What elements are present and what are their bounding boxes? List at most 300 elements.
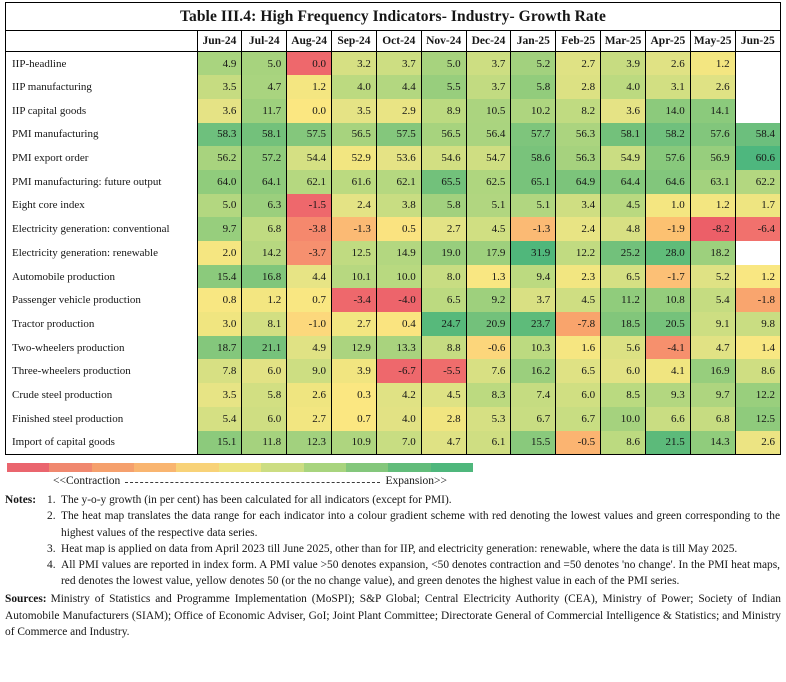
data-cell [601, 194, 646, 218]
cell-value: 2.6 [671, 57, 685, 70]
cell-value: 64.0 [217, 175, 237, 188]
column-header: Aug-24 [287, 31, 332, 52]
data-cell [645, 194, 690, 218]
cell-value: -6.7 [398, 365, 416, 378]
cell-value: 5.1 [491, 199, 506, 212]
cell-value: 63.1 [710, 175, 730, 188]
cell-value: 19.0 [441, 246, 461, 259]
cell-value: 4.7 [446, 436, 461, 449]
data-cell [332, 312, 377, 336]
data-cell [376, 99, 421, 123]
data-cell [421, 123, 466, 147]
cell-value: 8.3 [491, 388, 506, 401]
row-label: Automobile production [12, 270, 115, 283]
data-cell [421, 75, 466, 99]
table-row [6, 52, 780, 76]
cell-value: 2.7 [357, 317, 371, 330]
cell-value: 62.1 [306, 175, 327, 188]
table-row [6, 383, 780, 407]
note-number: 2. [47, 510, 56, 523]
data-cell [466, 431, 511, 455]
cell-value: 1.2 [715, 199, 730, 212]
cell-value: 12.5 [351, 246, 371, 259]
data-cell [332, 75, 377, 99]
cell-value: 21.5 [665, 436, 685, 449]
cell-value: 17.9 [486, 246, 506, 259]
cell-value: 0.3 [357, 388, 371, 401]
cell-value: 61.6 [351, 175, 371, 188]
data-cell [466, 75, 511, 99]
cell-value: 2.9 [401, 104, 416, 117]
cell-value: 3.9 [626, 57, 640, 70]
data-cell [376, 359, 421, 383]
cell-value: 4.5 [626, 199, 640, 212]
cell-value: 14.2 [261, 246, 282, 259]
table-row [6, 146, 780, 170]
data-cell [645, 383, 690, 407]
data-cell [690, 431, 735, 455]
cell-value: 6.8 [715, 412, 730, 425]
data-cell [421, 146, 466, 170]
data-cell [735, 359, 780, 383]
cell-value: 31.9 [531, 246, 551, 259]
data-cell [645, 312, 690, 336]
data-cell [287, 359, 332, 383]
cell-value: 2.6 [761, 436, 775, 449]
cell-value: 15.1 [217, 436, 237, 449]
table-row [6, 407, 780, 431]
row-label: Three-wheelers production [12, 365, 131, 378]
legend-gradient-segment [431, 463, 473, 472]
data-cell [645, 75, 690, 99]
table-row [6, 123, 780, 147]
cell-value: 3.1 [671, 81, 685, 94]
note-text: All PMI values are reported in index form. A PMI value >50 denotes expansion, <50 denotes contraction and =50 denotes 'no change'. In the PMI heat maps, red denotes the lowest value, yellow denotes 50 (or the no change value), and green denotes the highest value in each of the PMI series. [61, 559, 780, 588]
cell-value: 56.9 [710, 152, 730, 165]
data-cell [690, 52, 735, 76]
cell-value: 12.5 [755, 412, 775, 425]
data-cell [735, 52, 780, 76]
data-cell [242, 217, 287, 241]
cell-value: 4.4 [401, 81, 416, 94]
cell-value: 56.5 [351, 128, 371, 141]
data-cell [242, 336, 287, 360]
data-cell [690, 288, 735, 312]
legend-gradient-segment [219, 463, 261, 472]
cell-value: 4.5 [446, 388, 461, 401]
data-cell [645, 407, 690, 431]
cell-value: 2.7 [446, 223, 461, 236]
data-cell [287, 146, 332, 170]
data-cell [242, 431, 287, 455]
cell-value: 1.4 [761, 341, 775, 354]
legend-gradient-segment [7, 463, 49, 472]
column-header: Jun-24 [197, 31, 242, 52]
data-cell [511, 194, 556, 218]
cell-value: 5.8 [446, 199, 461, 212]
data-cell [556, 312, 601, 336]
sources-heading: Sources: [5, 593, 47, 606]
cell-value: 5.8 [536, 81, 551, 94]
data-cell [735, 146, 780, 170]
cell-value: 9.4 [536, 270, 551, 283]
data-cell [690, 170, 735, 194]
data-cell [287, 52, 332, 76]
data-cell [645, 265, 690, 289]
heatmap-table [6, 31, 780, 454]
cell-value: 1.2 [312, 81, 327, 94]
data-cell [242, 241, 287, 265]
cell-value: 8.6 [626, 436, 640, 449]
table-row [6, 170, 780, 194]
legend-gradient-segment [176, 463, 218, 472]
data-cell [466, 312, 511, 336]
cell-value: 16.8 [261, 270, 282, 283]
sources-section [5, 591, 781, 640]
cell-value: 56.3 [575, 152, 596, 165]
row-label: Eight core index [12, 199, 85, 212]
data-cell [466, 194, 511, 218]
legend-gradient-segment [92, 463, 134, 472]
data-cell [601, 99, 646, 123]
data-cell [601, 431, 646, 455]
column-header: Nov-24 [421, 31, 466, 52]
data-cell [511, 336, 556, 360]
data-cell [242, 383, 287, 407]
cell-value: 1.2 [715, 57, 730, 70]
data-cell [466, 52, 511, 76]
data-cell [197, 383, 242, 407]
data-cell [242, 52, 287, 76]
data-cell [421, 52, 466, 76]
data-cell [197, 312, 242, 336]
data-cell [511, 383, 556, 407]
cell-value: 8.2 [581, 104, 596, 117]
cell-value: 0.0 [312, 104, 327, 117]
data-cell [287, 383, 332, 407]
cell-value: 57.2 [261, 152, 282, 165]
cell-value: 25.2 [620, 246, 640, 259]
data-cell [511, 288, 556, 312]
data-cell [376, 431, 421, 455]
data-cell [242, 194, 287, 218]
data-cell [511, 217, 556, 241]
cell-value: -3.4 [353, 294, 371, 307]
cell-value: 2.7 [312, 412, 327, 425]
data-cell [287, 288, 332, 312]
data-cell [466, 288, 511, 312]
data-cell [735, 383, 780, 407]
cell-value: 2.8 [446, 412, 461, 425]
data-cell [242, 99, 287, 123]
cell-value: 2.3 [581, 270, 596, 283]
cell-value: 8.9 [446, 104, 461, 117]
data-cell [332, 217, 377, 241]
data-cell [421, 407, 466, 431]
data-cell [601, 170, 646, 194]
cell-value: 3.4 [581, 199, 596, 212]
cell-value: 5.8 [267, 388, 282, 401]
data-cell [421, 170, 466, 194]
data-cell [287, 431, 332, 455]
data-cell [601, 146, 646, 170]
data-cell [197, 288, 242, 312]
data-cell [287, 170, 332, 194]
data-cell [690, 75, 735, 99]
data-cell [376, 312, 421, 336]
cell-value: 3.7 [491, 81, 506, 94]
row-label: IIP capital goods [12, 104, 87, 117]
data-cell [466, 99, 511, 123]
column-header: Apr-25 [645, 31, 690, 52]
data-cell [466, 146, 511, 170]
cell-value: 10.9 [351, 436, 371, 449]
data-cell [242, 407, 287, 431]
cell-value: 14.1 [710, 104, 730, 117]
data-cell [556, 170, 601, 194]
cell-value: 2.0 [222, 246, 237, 259]
data-cell [735, 99, 780, 123]
cell-value: 3.7 [401, 57, 416, 70]
cell-value: 57.6 [665, 152, 685, 165]
cell-value: 9.1 [715, 317, 730, 330]
data-cell [466, 383, 511, 407]
row-label: IIP manufacturing [12, 81, 92, 94]
cell-value: 8.6 [761, 365, 775, 378]
cell-value: 11.2 [621, 294, 640, 307]
cell-value: 14.0 [665, 104, 685, 117]
cell-value: 7.8 [222, 365, 237, 378]
legend-gradient-segment [388, 463, 430, 472]
cell-value: 3.0 [222, 317, 237, 330]
cell-value: 58.2 [665, 128, 685, 141]
cell-value: 0.7 [312, 294, 327, 307]
data-cell [466, 123, 511, 147]
data-cell [556, 241, 601, 265]
data-cell [601, 383, 646, 407]
data-cell [690, 336, 735, 360]
data-cell [645, 336, 690, 360]
table-row [6, 241, 780, 265]
cell-value: -4.0 [398, 294, 416, 307]
cell-value: 6.0 [626, 365, 640, 378]
cell-value: -7.8 [577, 317, 596, 330]
cell-value: 7.0 [401, 436, 416, 449]
cell-value: 3.8 [401, 199, 416, 212]
cell-value: 3.7 [536, 294, 551, 307]
data-cell [511, 52, 556, 76]
data-cell [690, 241, 735, 265]
cell-value: 5.0 [222, 199, 237, 212]
cell-value: 4.0 [401, 412, 416, 425]
cell-value: 0.5 [401, 223, 416, 236]
data-cell [421, 265, 466, 289]
cell-value: 4.7 [267, 81, 282, 94]
row-label: PMI export order [12, 152, 89, 165]
data-cell [556, 359, 601, 383]
cell-value: 4.0 [626, 81, 640, 94]
cell-value: 58.4 [755, 128, 775, 141]
data-cell [242, 170, 287, 194]
data-cell [601, 288, 646, 312]
data-cell [332, 146, 377, 170]
cell-value: 56.3 [575, 128, 596, 141]
data-cell [376, 265, 421, 289]
cell-value: 2.7 [581, 57, 596, 70]
data-cell [376, 217, 421, 241]
data-cell [421, 99, 466, 123]
column-header: Mar-25 [601, 31, 646, 52]
data-cell [735, 312, 780, 336]
data-cell [421, 336, 466, 360]
cell-value: 9.7 [715, 388, 730, 401]
cell-value: 57.5 [396, 128, 416, 141]
legend-gradient-bar [7, 463, 473, 472]
data-cell [511, 99, 556, 123]
data-cell [556, 123, 601, 147]
data-cell [556, 383, 601, 407]
data-cell [735, 431, 780, 455]
data-cell [556, 431, 601, 455]
row-label: Finished steel production [12, 412, 124, 425]
cell-value: 54.7 [486, 152, 506, 165]
table-row [6, 336, 780, 360]
cell-value: 5.6 [626, 341, 640, 354]
table-frame [5, 2, 781, 455]
note-number: 1. [47, 494, 56, 507]
cell-value: 0.7 [357, 412, 371, 425]
cell-value: 4.4 [312, 270, 327, 283]
cell-value: 18.7 [217, 341, 237, 354]
data-cell [645, 288, 690, 312]
data-cell [376, 241, 421, 265]
data-cell [376, 336, 421, 360]
data-cell [421, 383, 466, 407]
cell-value: 1.7 [761, 199, 775, 212]
table-row [6, 75, 780, 99]
data-cell [556, 217, 601, 241]
data-cell [332, 359, 377, 383]
notes-section [5, 492, 781, 589]
data-cell [332, 99, 377, 123]
cell-value: 10.5 [486, 104, 506, 117]
table-title: Table III.4: High Frequency Indicators- Industry- Growth Rate [6, 3, 780, 31]
cell-value: 57.6 [710, 128, 730, 141]
cell-value: 21.1 [261, 341, 282, 354]
cell-value: 0.0 [312, 57, 327, 70]
cell-value: 62.2 [755, 175, 775, 188]
table-row [6, 99, 780, 123]
cell-value: 5.0 [446, 57, 461, 70]
cell-value: 20.9 [486, 317, 506, 330]
data-cell [511, 407, 556, 431]
cell-value: 10.2 [531, 104, 551, 117]
cell-value: 6.7 [581, 412, 596, 425]
data-cell [690, 383, 735, 407]
row-label: Tractor production [12, 317, 95, 330]
data-cell [421, 241, 466, 265]
note-number: 4. [47, 559, 56, 571]
cell-value: -5.5 [443, 365, 461, 378]
data-cell [421, 217, 466, 241]
data-cell [197, 75, 242, 99]
cell-value: 1.2 [761, 270, 775, 283]
data-cell [735, 241, 780, 265]
cell-value: 10.0 [620, 412, 640, 425]
column-header: Jul-24 [242, 31, 287, 52]
column-header: Oct-24 [376, 31, 421, 52]
cell-value: 5.2 [715, 270, 730, 283]
data-cell [690, 123, 735, 147]
data-cell [511, 312, 556, 336]
cell-value: -1.5 [308, 199, 327, 212]
cell-value: 60.6 [755, 152, 775, 165]
legend-dash-line [125, 482, 380, 483]
data-cell [511, 146, 556, 170]
cell-value: -1.3 [353, 223, 371, 236]
cell-value: 3.5 [222, 81, 237, 94]
data-cell [466, 170, 511, 194]
cell-value: 8.1 [267, 317, 282, 330]
data-cell [376, 52, 421, 76]
cell-value: 2.8 [581, 81, 596, 94]
cell-value: -1.9 [667, 223, 685, 236]
data-cell [242, 288, 287, 312]
note-number: 3. [47, 542, 56, 555]
data-cell [197, 99, 242, 123]
data-cell [197, 431, 242, 455]
note-text: The y-o-y growth (in per cent) has been calculated for all indicators (except for PMI). [61, 494, 452, 507]
notes-heading: Notes: [5, 494, 36, 507]
header-row [6, 31, 780, 52]
data-cell [197, 170, 242, 194]
data-cell [421, 431, 466, 455]
data-cell [556, 407, 601, 431]
cell-value: 15.5 [531, 436, 551, 449]
cell-value: 4.0 [357, 81, 371, 94]
data-cell [376, 407, 421, 431]
data-cell [332, 52, 377, 76]
row-label: Two-wheelers production [12, 341, 125, 354]
data-cell [287, 123, 332, 147]
data-cell [197, 265, 242, 289]
cell-value: 23.7 [531, 317, 551, 330]
cell-value: 18.2 [710, 246, 730, 259]
data-cell [556, 52, 601, 76]
note-text: Heat map is applied on data from April 2023 till June 2025, other than for IIP, and electricity generation: renewable, where the data is till May 2025. [61, 542, 738, 555]
cell-value: -1.7 [667, 270, 685, 283]
data-cell [511, 241, 556, 265]
cell-value: 58.1 [620, 128, 640, 141]
data-cell [601, 75, 646, 99]
column-header: Dec-24 [466, 31, 511, 52]
cell-value: 5.2 [536, 57, 551, 70]
table-header [6, 31, 780, 52]
data-cell [735, 170, 780, 194]
cell-value: 4.1 [671, 365, 685, 378]
cell-value: 58.6 [531, 152, 551, 165]
cell-value: 56.5 [441, 128, 461, 141]
legend-gradient-segment [49, 463, 91, 472]
data-cell [287, 217, 332, 241]
data-cell [332, 431, 377, 455]
cell-value: 64.9 [575, 175, 596, 188]
data-cell [735, 123, 780, 147]
data-cell [690, 265, 735, 289]
data-cell [601, 241, 646, 265]
cell-value: 65.5 [441, 175, 461, 188]
legend-gradient-segment [346, 463, 388, 472]
